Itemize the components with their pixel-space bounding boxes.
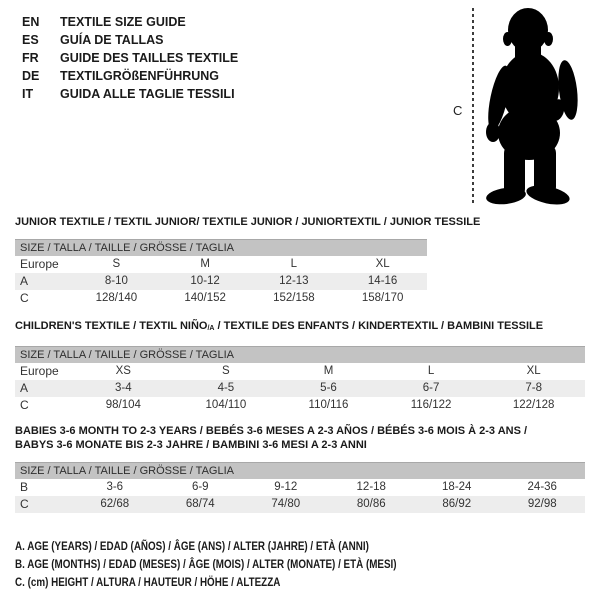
language-row [22,49,238,67]
size-cell: M [200,258,210,270]
table-row [15,496,585,513]
legend-line [15,555,480,573]
children-size-table [15,319,585,414]
size-cell: 68/74 [185,498,215,510]
height-measure-dashed-line [472,8,474,206]
size-cell: 62/68 [100,498,130,510]
table-title-line [15,438,585,452]
table-row [15,397,585,414]
size-header-bar: SIZE / TALLA / TAILLE / GRÖSSE / TAGLIA [15,346,585,363]
language-row [22,67,238,85]
row-label: C [20,291,29,305]
table-title-text [15,439,367,451]
size-cell: 12-18 [356,481,386,493]
table-title-text [15,425,527,437]
table-title-segment: /A [207,325,215,332]
size-cell: 12-13 [279,275,309,287]
size-cell: 86/92 [442,498,472,510]
size-cell: 158/170 [361,292,404,304]
language-title: GUÍA DE TALLAS [60,33,164,47]
size-cell: 122/128 [512,399,555,411]
language-title: GUIDE DES TAILLES TEXTILE [60,51,239,65]
table-row [15,256,427,273]
table-title-segment: / TEXTILE DES ENFANTS / KINDERTEXTIL / BAMBINI TESSILE [214,320,544,332]
table-row [15,380,585,397]
size-cell: 140/152 [184,292,226,304]
table-row [15,273,427,290]
row-label: C [20,497,29,511]
size-cell: XL [375,258,390,270]
table-title-segment: BABIES 3-6 MONTH TO 2-3 YEARS / BEBÉS 3-6 MESES A 2-3 AÑOS / BÉBÉS 3-6 MOIS À 2-3 ANS / [15,425,528,437]
language-row [22,85,238,103]
size-cell: 9-12 [274,481,298,493]
size-cell: 18-24 [442,481,472,493]
language-row [22,13,238,31]
row-label: A [20,274,29,288]
size-cell: 5-6 [320,382,337,394]
table-title-text [15,216,480,228]
legend-text: A. AGE (YEARS) / EDAD (AÑOS) / ÂGE (ANS) / ALTER (JAHRE) / ETÀ (ANNI) [15,539,369,553]
legend-text: B. AGE (MONTHS) / EDAD (MESES) / ÂGE (MOIS) / ALTER (MONATE) / ETÀ (MESI) [15,557,397,571]
size-cell: L [427,365,435,377]
language-title: TEXTILGRÖßENFÜHRUNG [60,69,220,83]
legend-text: C. (cm) HEIGHT / ALTURA / HAUTEUR / HÖHE / ALTEZZA [15,575,281,589]
language-title: TEXTILE SIZE GUIDE [60,15,186,29]
language-row [22,31,238,49]
size-cell: 3-6 [106,481,124,493]
size-cell: 116/122 [410,399,452,411]
table-title-segment: CHILDREN'S TEXTILE / TEXTIL NIÑO [15,320,208,332]
babies-size-table [15,424,585,513]
toddler-silhouette-icon [485,6,581,206]
language-code: FR [22,51,39,65]
size-cell: 24-36 [527,481,557,493]
size-cell: 8-10 [104,275,128,287]
size-cell: 110/116 [308,399,349,411]
table-title-line [15,424,585,438]
row-label: Europe [20,257,59,271]
language-code: IT [22,87,34,101]
size-cell: 98/104 [105,399,141,411]
size-cell: 128/140 [95,292,138,304]
height-measure-label: C [453,103,463,118]
table-title-segment: BABYS 3-6 MONATE BIS 2-3 JAHRE / BAMBINI 3-6 MESI A 2-3 ANNI [15,439,367,451]
size-cell: 152/158 [273,292,315,304]
row-label: A [20,381,29,395]
size-cell: 80/86 [356,498,386,510]
size-cell: 10-12 [190,275,220,287]
table-title [15,215,481,229]
row-label: C [20,398,29,412]
table-title-text [15,320,543,332]
table-row [15,290,427,307]
size-cell: 6-9 [191,481,209,493]
size-header-bar: SIZE / TALLA / TAILLE / GRÖSSE / TAGLIA [15,462,585,479]
table-title [15,424,585,452]
table-row [15,363,585,380]
table-title-line [15,215,481,229]
language-code: ES [22,33,39,47]
size-cell: 14-16 [367,275,398,287]
language-code: EN [22,15,40,29]
junior-size-table [15,215,481,307]
size-cell: 6-7 [422,382,440,394]
measurement-legend [15,537,480,591]
size-cell: XS [115,365,131,377]
table-title-segment: JUNIOR TEXTILE / TEXTIL JUNIOR/ TEXTILE JUNIOR / JUNIORTEXTIL / JUNIOR TESSILE [15,216,481,228]
size-header-bar: SIZE / TALLA / TAILLE / GRÖSSE / TAGLIA [15,239,427,256]
size-cell: S [222,365,230,377]
legend-line [15,537,480,555]
table-row [15,479,585,496]
size-cell: 92/98 [527,498,557,510]
size-cell: 3-4 [114,382,132,394]
language-title: GUIDA ALLE TAGLIE TESSILI [60,87,235,101]
size-cell: 104/110 [205,399,247,411]
legend-line [15,573,480,591]
table-title-line [15,319,585,336]
size-cell: 4-5 [217,382,235,394]
size-cell: XL [526,365,541,377]
language-code: DE [22,69,40,83]
size-cell: 7-8 [525,382,542,394]
size-cell: S [112,258,121,270]
row-label: Europe [20,364,59,378]
table-title [15,319,585,336]
language-title-list [22,13,238,103]
size-cell: L [290,258,298,270]
row-label: B [20,480,29,494]
size-cell: M [323,365,334,377]
size-cell: 74/80 [271,498,301,510]
